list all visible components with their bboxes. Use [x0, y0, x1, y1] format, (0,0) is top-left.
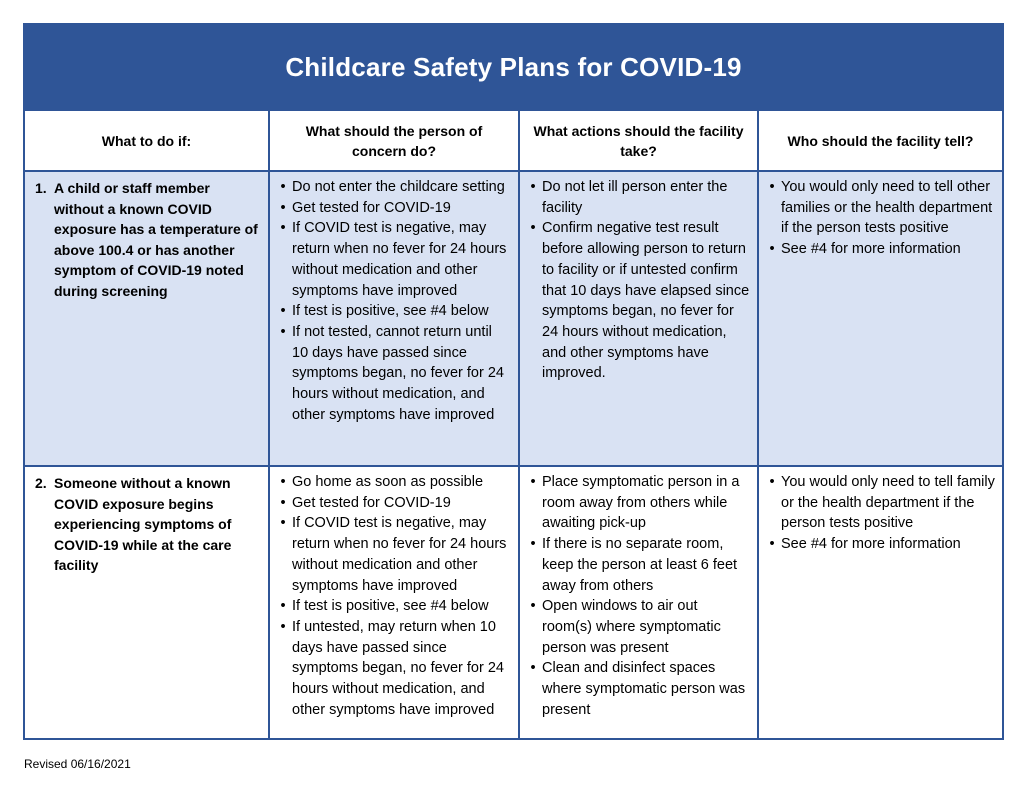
- list-item-text: Do not let ill person enter the facility: [542, 179, 728, 216]
- tell-list: [759, 172, 1002, 260]
- list-item-text: If test is positive, see #4 below: [292, 598, 489, 615]
- list-item-text: If COVID test is negative, may return when no fever for 24 hours without medication and other symptoms have improved: [292, 515, 507, 594]
- list-item: [274, 513, 512, 596]
- case-number: 1.: [35, 180, 47, 196]
- list-item: [274, 617, 512, 721]
- bullet-icon: •: [280, 220, 286, 237]
- list-item-text: Clean and disinfect spaces where symptomatic person was present: [542, 660, 746, 718]
- list-item: [524, 177, 751, 218]
- list-item: [763, 472, 996, 534]
- person-actions-list: [270, 467, 518, 720]
- bullet-icon: •: [769, 536, 775, 553]
- tell-list: [759, 467, 1002, 555]
- header-person-action: What should the person of concern do?: [269, 110, 519, 171]
- bullet-icon: •: [769, 241, 775, 258]
- list-item-text: Go home as soon as possible: [292, 474, 484, 490]
- bullet-icon: •: [280, 494, 286, 511]
- list-item-text: Get tested for COVID-19: [292, 494, 451, 511]
- list-item: [274, 596, 512, 617]
- tell-cell: [758, 466, 1003, 739]
- list-item-text: Get tested for COVID-19: [292, 199, 451, 216]
- list-item-text: You would only need to tell family or the health department if the person tests positive: [781, 474, 995, 532]
- list-item-text: You would only need to tell other families or the health department if the person tests positive: [781, 179, 993, 237]
- list-item-text: See #4 for more information: [781, 536, 961, 553]
- header-who-to-tell: Who should the facility tell?: [758, 110, 1003, 171]
- page-title: Childcare Safety Plans for COVID-19: [24, 24, 1003, 110]
- bullet-icon: •: [280, 515, 286, 532]
- tell-cell: [758, 171, 1003, 466]
- list-item: [524, 596, 751, 658]
- person-cell: [269, 466, 519, 739]
- bullet-icon: •: [769, 179, 775, 195]
- list-item: [274, 301, 512, 322]
- table-row: [24, 171, 1003, 466]
- case-cell: [24, 171, 269, 466]
- bullet-icon: •: [280, 179, 286, 195]
- list-item: [274, 322, 512, 426]
- case-description: A child or staff member without a known COVID exposure has a temperature of above 100.4 or has another symptom of COVID-19 noted during screening: [54, 180, 258, 299]
- list-item-text: If test is positive, see #4 below: [292, 303, 489, 320]
- list-item: [524, 218, 751, 384]
- bullet-icon: •: [530, 220, 536, 237]
- list-item: [274, 218, 512, 301]
- bullet-icon: •: [530, 474, 536, 490]
- list-item: [524, 658, 751, 720]
- list-item-text: Confirm negative test result before allowing person to return to facility or if untested confirm that 10 days have elapsed since symptoms began, no fever for 24 hours without medication, and other symptoms have improved.: [542, 220, 750, 382]
- list-item: [763, 239, 996, 260]
- list-item-text: Open windows to air out room(s) where symptomatic person was present: [542, 598, 721, 656]
- list-item-text: If COVID test is negative, may return when no fever for 24 hours without medication and other symptoms have improved: [292, 220, 507, 299]
- table-row: [24, 466, 1003, 739]
- case-number: 2.: [35, 475, 47, 491]
- person-actions-list: [270, 172, 518, 425]
- revised-date: Revised 06/16/2021: [24, 757, 131, 771]
- list-item: [274, 198, 512, 219]
- facility-actions-list: [520, 467, 757, 720]
- facility-cell: [519, 171, 758, 466]
- bullet-icon: •: [280, 199, 286, 216]
- case-description: Someone without a known COVID exposure begins experiencing symptoms of COVID-19 while at the care facility: [54, 475, 232, 573]
- list-item: [274, 493, 512, 514]
- list-item: [274, 472, 512, 493]
- list-item: [763, 177, 996, 239]
- list-item: [274, 177, 512, 198]
- bullet-icon: •: [280, 598, 286, 615]
- header-facility-action: What actions should the facility take?: [519, 110, 758, 171]
- list-item-text: If untested, may return when 10 days have passed since symptoms began, no fever for 24 hours without medication, and other symptoms have improved: [292, 618, 504, 718]
- list-item-text: See #4 for more information: [781, 241, 961, 258]
- person-cell: [269, 171, 519, 466]
- bullet-icon: •: [769, 474, 775, 490]
- list-item: [524, 472, 751, 534]
- bullet-icon: •: [530, 536, 536, 553]
- bullet-icon: •: [280, 618, 286, 635]
- bullet-icon: •: [280, 474, 286, 490]
- bullet-icon: •: [280, 323, 286, 340]
- facility-cell: [519, 466, 758, 739]
- list-item: [524, 534, 751, 596]
- bullet-icon: •: [530, 179, 536, 195]
- list-item-text: Do not enter the childcare setting: [292, 179, 505, 195]
- case-cell: [24, 466, 269, 739]
- list-item-text: If there is no separate room, keep the person at least 6 feet away from others: [542, 536, 738, 594]
- list-item-text: If not tested, cannot return until 10 days have passed since symptoms began, no fever for 24 hours without medication, and other symptoms have improved: [292, 323, 504, 423]
- bullet-icon: •: [530, 598, 536, 615]
- bullet-icon: •: [280, 303, 286, 320]
- list-item-text: Place symptomatic person in a room away from others while awaiting pick-up: [542, 474, 740, 532]
- facility-actions-list: [520, 172, 757, 384]
- header-what-to-do: What to do if:: [24, 110, 269, 171]
- bullet-icon: •: [530, 660, 536, 677]
- list-item: [763, 534, 996, 555]
- covid-plan-table: [23, 23, 1004, 740]
